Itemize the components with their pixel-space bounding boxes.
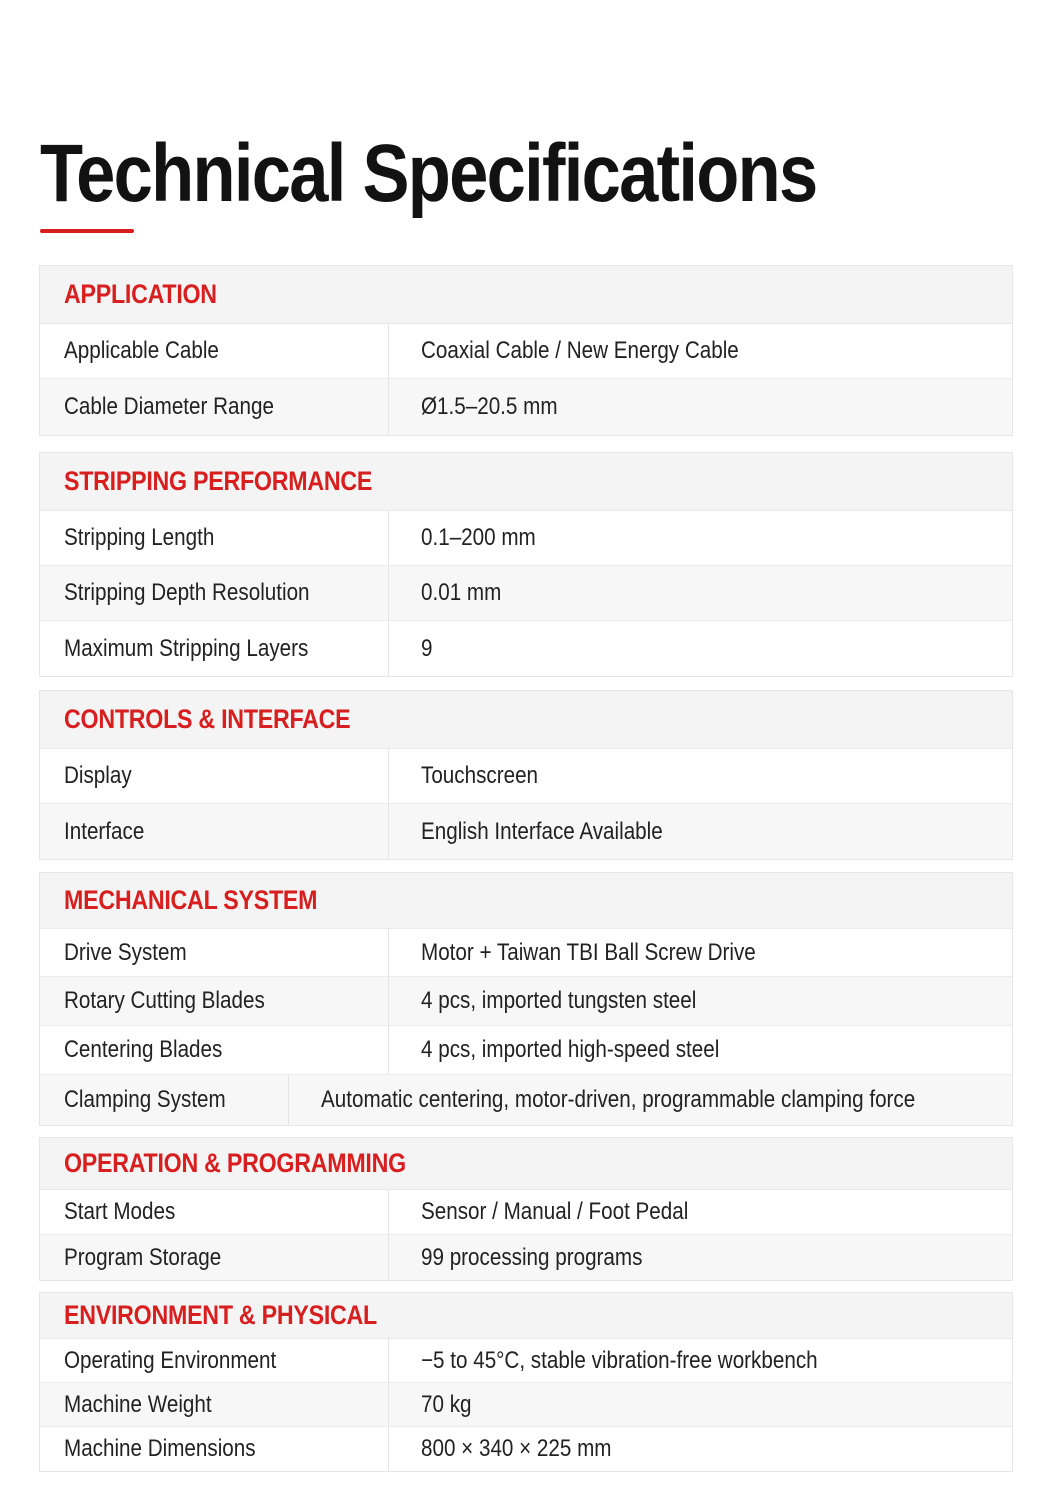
spec-label: Cable Diameter Range <box>64 393 274 420</box>
spec-label-cell <box>40 804 389 859</box>
section-header <box>40 691 1012 749</box>
spec-label: Display <box>64 762 132 789</box>
table-row <box>40 929 1012 977</box>
section-title: OPERATION & PROGRAMMING <box>64 1148 406 1178</box>
spec-label-cell <box>40 566 389 620</box>
spec-label-cell <box>40 379 389 435</box>
section-header <box>40 266 1012 324</box>
section-title: APPLICATION <box>64 279 217 309</box>
table-row <box>40 749 1012 804</box>
spec-value-cell <box>389 804 1012 859</box>
section-application <box>39 265 1013 436</box>
table-row <box>40 511 1012 566</box>
spec-label-cell <box>40 749 389 803</box>
spec-value-cell <box>389 929 1012 976</box>
table-row <box>40 324 1012 379</box>
section-header <box>40 453 1012 511</box>
section-title: CONTROLS & INTERFACE <box>64 704 351 734</box>
spec-label: Stripping Length <box>64 524 215 551</box>
section-title: STRIPPING PERFORMANCE <box>64 466 373 496</box>
spec-label-cell <box>40 1026 389 1074</box>
spec-value: Automatic centering, motor-driven, programmable clamping force <box>321 1086 916 1113</box>
section-header <box>40 1138 1012 1190</box>
spec-value: 0.1–200 mm <box>421 524 536 551</box>
table-row <box>40 1383 1012 1427</box>
spec-label: Rotary Cutting Blades <box>64 987 265 1014</box>
spec-value-cell <box>389 749 1012 803</box>
spec-value-cell <box>389 379 1012 435</box>
spec-label-cell <box>40 929 389 976</box>
spec-label-cell <box>40 511 389 565</box>
spec-label: Maximum Stripping Layers <box>64 634 309 662</box>
spec-value-cell <box>389 1190 1012 1234</box>
table-row <box>40 804 1012 859</box>
table-row <box>40 621 1012 676</box>
spec-label: Applicable Cable <box>64 337 219 364</box>
section-mechanical-system <box>39 872 1013 1126</box>
table-row <box>40 1075 1012 1125</box>
table-row <box>40 977 1012 1026</box>
section-operation-programming <box>39 1137 1013 1281</box>
spec-label: Operating Environment <box>64 1346 277 1374</box>
section-title: MECHANICAL SYSTEM <box>64 885 318 915</box>
spec-label: Program Storage <box>64 1243 222 1271</box>
section-title: ENVIRONMENT & PHYSICAL <box>64 1300 377 1330</box>
spec-value-cell <box>389 621 1012 676</box>
spec-label-cell <box>40 1235 389 1280</box>
spec-value: 70 kg <box>421 1390 472 1418</box>
table-row <box>40 566 1012 621</box>
table-row <box>40 379 1012 435</box>
table-row <box>40 1026 1012 1075</box>
spec-label-cell <box>40 1427 389 1471</box>
spec-label-cell <box>40 1383 389 1426</box>
section-environment-physical <box>39 1292 1013 1472</box>
spec-value: −5 to 45°C, stable vibration-free workbench <box>421 1346 818 1374</box>
spec-label: Stripping Depth Resolution <box>64 579 310 606</box>
spec-value: 9 <box>421 634 433 662</box>
spec-label-cell <box>40 621 389 676</box>
spec-value-cell <box>389 1026 1012 1074</box>
spec-label: Centering Blades <box>64 1036 223 1063</box>
table-row <box>40 1190 1012 1235</box>
page-title: Technical Specifications <box>40 128 817 219</box>
spec-label: Drive System <box>64 938 187 966</box>
spec-value-cell <box>389 1427 1012 1471</box>
section-header <box>40 1293 1012 1339</box>
section-header <box>40 873 1012 929</box>
spec-label: Machine Weight <box>64 1390 212 1418</box>
spec-label: Clamping System <box>64 1086 226 1113</box>
spec-value-cell <box>389 511 1012 565</box>
title-underline <box>40 229 134 233</box>
spec-value: 0.01 mm <box>421 579 502 606</box>
spec-value-cell <box>389 566 1012 620</box>
spec-value-cell <box>389 324 1012 378</box>
spec-value: 4 pcs, imported high-speed steel <box>421 1036 720 1063</box>
spec-value: Ø1.5–20.5 mm <box>421 393 558 420</box>
spec-value-cell <box>389 977 1012 1025</box>
spec-label: Interface <box>64 817 145 845</box>
spec-value: English Interface Available <box>421 817 663 845</box>
spec-label: Machine Dimensions <box>64 1435 256 1462</box>
spec-value-cell <box>389 1383 1012 1426</box>
table-row <box>40 1339 1012 1383</box>
section-stripping-performance <box>39 452 1013 677</box>
spec-label-cell <box>40 1190 389 1234</box>
spec-value-cell <box>389 1235 1012 1280</box>
section-controls-interface <box>39 690 1013 860</box>
spec-value: Touchscreen <box>421 762 539 789</box>
spec-value: Sensor / Manual / Foot Pedal <box>421 1198 689 1225</box>
spec-value: Motor + Taiwan TBI Ball Screw Drive <box>421 938 756 966</box>
spec-label-cell <box>40 1339 389 1382</box>
spec-label-cell <box>40 324 389 378</box>
spec-value-cell <box>389 1339 1012 1382</box>
spec-value: 800 × 340 × 225 mm <box>421 1435 612 1462</box>
spec-label: Start Modes <box>64 1198 176 1225</box>
table-row <box>40 1427 1012 1471</box>
spec-value: Coaxial Cable / New Energy Cable <box>421 337 739 364</box>
spec-label-cell <box>40 1075 289 1125</box>
spec-label-cell <box>40 977 389 1025</box>
spec-value: 99 processing programs <box>421 1243 643 1271</box>
spec-value-cell <box>289 1075 1012 1125</box>
table-row <box>40 1235 1012 1280</box>
spec-value: 4 pcs, imported tungsten steel <box>421 987 697 1014</box>
